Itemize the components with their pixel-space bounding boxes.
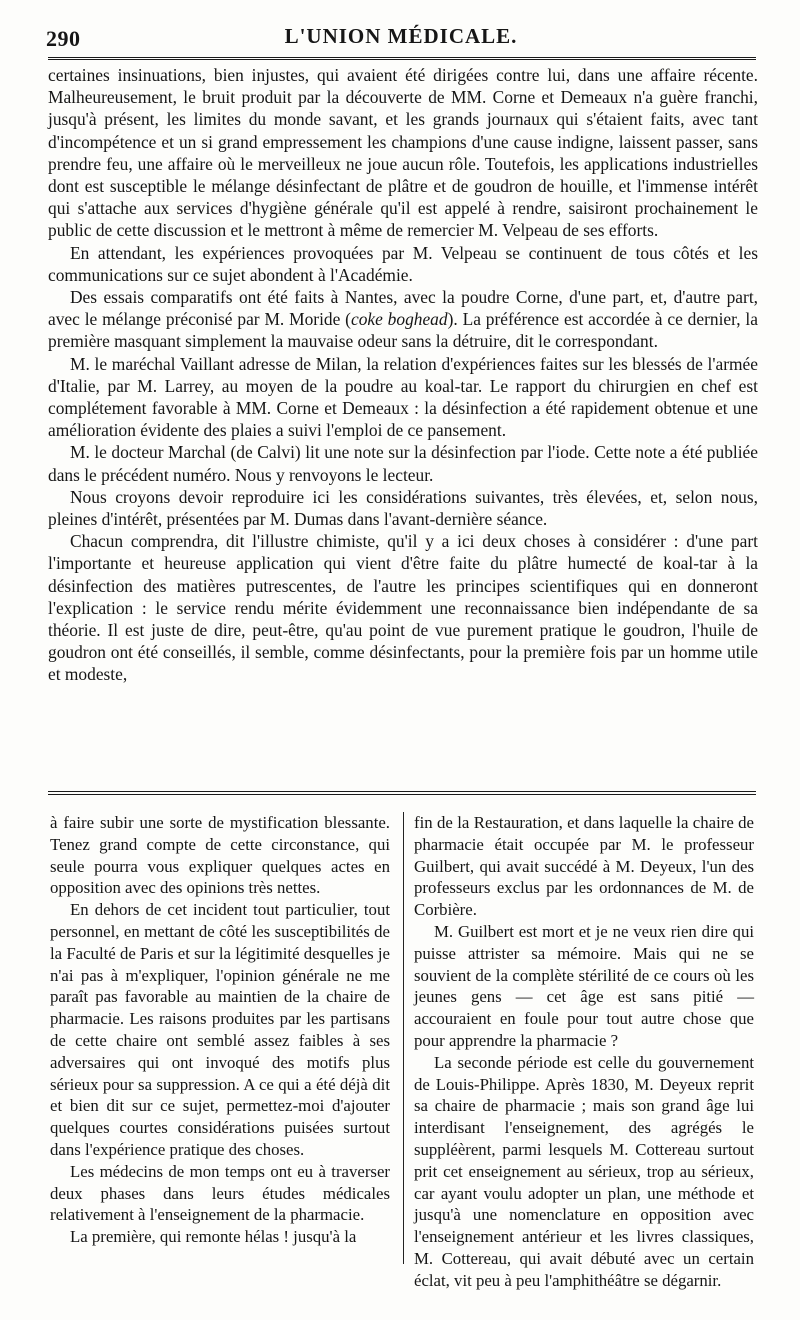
paragraph-text: Des essais comparatifs ont été faits à Nantes, avec la poudre Corne, d'une part, et, d'autre part, avec le mélange préconisé par M. Moride ( bbox=[48, 287, 758, 330]
paragraph: La première, qui remonte hélas ! jusqu'à la bbox=[70, 1227, 357, 1247]
paragraph: certaines insinuations, bien injustes, qui avaient été dirigées contre lui, dans une affaire récente. Malheureusement, le bruit produit par la découverte de MM. Corne et Demeaux n'a guère franchi, jusqu'à présent, les limites du monde savant, et les grands journaux qui s'étaient faits, avec tant d'incompétence et un si grand empressement les champions d'une cause indigne, laissent passer, sans prendre feu, une affaire où le merveilleux ne joue aucun rôle. Toutefois, les applications industrielles dont est susceptible le mélange désinfectant de plâtre et de goudron de houille, et l'immense intérêt qui s'attache aux services d'hygiène générale qu'il est appelé à rendre, saisiront prochainement le public de cette discussion et le mettront à même de remercier M. Velpeau de ses efforts. bbox=[48, 65, 758, 241]
right-column bbox=[414, 812, 754, 1292]
paragraph: Nous croyons devoir reproduire ici les considérations suivantes, très élevées, et, selon nous, pleines d'intérêt, présentées par M. Dumas dans l'avant-dernière séance. bbox=[48, 486, 758, 530]
paragraph: Les médecins de mon temps ont eu à traverser deux phases dans leurs études médicales relativement à l'enseignement de la pharmacie. bbox=[50, 1161, 390, 1225]
paragraph-nantes bbox=[48, 286, 758, 353]
page-number: 290 bbox=[46, 26, 81, 51]
paragraph: En dehors de cet incident tout particulier, tout personnel, en mettant de côté les susceptibilités de la Faculté de Paris et sur la légitimité desquelles je n'ai pas à m'expliquer, l'opinion générale ne me paraît pas favorable au maintien de la chaire de pharmacie. Les raisons produites par les partisans de cette chaire ont semblé assez faibles à ses adversaires qui ont invoqué des motifs plus sérieux pour sa suppression. A ce qui a été déjà dit et bien dit sur ce sujet, permettez-moi d'ajouter quelques courtes considérations puisées surtout dans l'expérience pratique des choses. bbox=[50, 900, 390, 1159]
paragraph: fin de la Restauration, et dans laquelle la chaire de pharmacie était occupée par M. le professeur Guilbert, qui avait succédé à M. Deyeux, l'un des professeurs exclus par les ordonnances de M. de Corbière. bbox=[414, 813, 754, 920]
paragraph: En attendant, les expériences provoquées par M. Velpeau se continuent de tous côtés et les communications sur ce sujet abondent à l'Académie. bbox=[48, 242, 758, 285]
section-divider bbox=[48, 791, 756, 795]
paragraph-text: ). La préférence est accordée à ce dernier, la première masquant simplement la mauvaise odeur sans la détruire, dit le correspondant. bbox=[48, 309, 758, 352]
paragraph: La seconde période est celle du gouvernement de Louis-Philippe. Après 1830, M. Deyeux reprit sa chaire de pharmacie ; mais son grand âge lui interdisant l'enseignement, des agrégés le suppléèrent, parmi lesquels M. Cottereau surtout prit cet enseignement au sérieux, trop au sérieux, car ayant voulu adopter un plan, une méthode et jusqu'à une nomenclature en opposition avec l'enseignement antérieur et les livres classiques, M. Cottereau, qui avait débuté avec un certain éclat, vit peu à peu l'amphithéâtre se dégarnir. bbox=[414, 1052, 754, 1290]
paragraph: M. le docteur Marchal (de Calvi) lit une note sur la désinfection par l'iode. Cette note a été publiée dans le précédent numéro. Nous y renvoyons le lecteur. bbox=[48, 442, 758, 485]
top-section bbox=[48, 64, 758, 686]
italic-term: coke boghead bbox=[350, 309, 448, 330]
header-rule bbox=[48, 57, 756, 60]
page-header bbox=[42, 18, 760, 54]
column-divider bbox=[403, 812, 404, 1264]
paragraph: M. Guilbert est mort et je ne veux rien dire qui puisse attrister sa mémoire. Mais qui ne se souvient de la complète stérilité de ce cours où les jeunes gens — cet âge est sans pitié — accouraient en foule pour tout autre chose que pour apprendre la pharmacie ? bbox=[414, 921, 754, 1050]
paragraph: à faire subir une sorte de mystification blessante. Tenez grand compte de cette circonstance, qui seule pourra vous expliquer quelques actes en opposition avec des opinions très nettes. bbox=[50, 813, 390, 898]
paragraph: M. le maréchal Vaillant adresse de Milan, la relation d'expériences faites sur les blessés de l'armée d'Italie, par M. Larrey, au moyen de la poudre au koal-tar. Le rapport du chirurgien en chef est complétement favorable à MM. Corne et Demeaux : la désinfection a été rapidement obtenue et une amélioration évidente des plaies a suivi l'emploi de ce pansement. bbox=[48, 353, 758, 441]
left-column bbox=[50, 812, 390, 1248]
paragraph: Chacun comprendra, dit l'illustre chimiste, qu'il y a ici deux choses à considérer : d'une part l'importante et heureuse application qui vient d'être faite du plâtre humecté de koal-tar à la désinfection des matières putrescentes, de l'autre les principes scientifiques qui en donneront l'explication : le service rendu mérite évidemment une reconnaissance bien indépendante de sa théorie. Il est juste de dire, peut-être, qu'au point de vue purement pratique le goudron, l'huile de goudron ont été conseillés, il semble, comme désinfectants, pour la première fois par un homme utile et modeste, bbox=[48, 531, 758, 685]
journal-title: L'UNION MÉDICALE. bbox=[284, 24, 518, 48]
